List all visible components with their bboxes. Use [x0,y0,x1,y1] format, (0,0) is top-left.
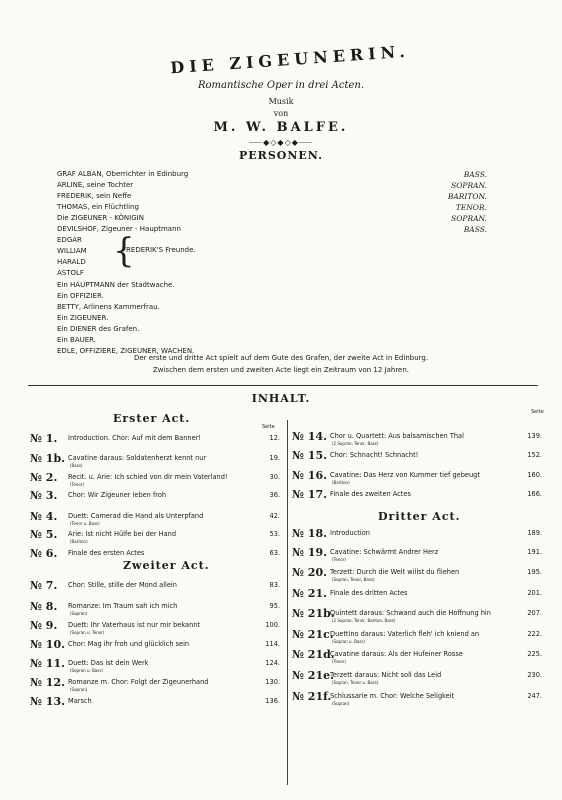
extra-role: Ein BAUER. [57,336,97,344]
entry-voices: (Sopran) [332,701,350,706]
friend-name: WILLIAM [57,247,87,255]
musik-label: Musik [268,97,294,106]
contents-entry [292,488,542,504]
contents-entry [30,579,280,595]
friend-name: HARALD [57,258,86,266]
seite-label: Seite [531,409,544,415]
contents-entry [30,676,280,692]
inhalt-heading: INHALT. [251,392,311,405]
entry-voices: (Bariton) [332,480,350,485]
contents-entry [292,430,542,446]
contents-entry [292,669,542,685]
role-name: DEVILSHOF, Zigeuner - Hauptmann [57,225,181,233]
entry-voices: (Tenor u. Bass) [70,521,100,526]
divider-rule [28,385,538,386]
entry-number: № 4. [30,510,58,523]
entry-voices: (Sopran u. Tenor) [70,630,105,635]
von-label: von [273,109,289,118]
extra-role: Ein ZIGEUNER. [57,314,109,322]
role-name: GRAF ALBAN, Oberrichter in Edinburg [57,170,189,178]
entry-number: № 19. [292,546,327,559]
extra-role: EDLE, OFFIZIERE, ZIGEUNER, WACHEN. [57,347,195,355]
entry-page: 160. [527,471,542,479]
entry-page: 230. [527,671,542,679]
entry-title: Recit. u. Arie: Ich schied von dir mein Vaterland! [68,473,228,481]
entry-title: Duett: Das ist dein Werk [68,659,149,667]
extra-role: Ein OFFIZIER. [57,292,104,300]
contents-entry [30,528,280,544]
role-name: ARLINE, seine Tochter [57,181,134,189]
role-row [57,203,487,211]
entry-title: Schlussarie m. Chor: Welche Seligkeit [330,692,455,700]
entry-page: 63. [269,549,280,557]
entry-number: № 20. [292,566,327,579]
role-name: FREDERIK, sein Neffe [57,192,132,200]
entry-voices: (Sopran) [70,611,88,616]
entry-page: 247. [527,692,542,700]
contents-entry [292,648,542,664]
entry-number: № 12. [30,676,65,689]
entry-voices: (2 Sopran, Tenor, Bariton, Bass) [332,618,396,623]
entry-number: № 11. [30,657,65,670]
entry-title: Introduction [330,529,370,537]
entry-number: № 21e. [292,669,334,682]
contents-entry [30,510,280,526]
entry-page: 152. [527,451,542,459]
entry-voices: (Sopran u. Bass) [70,668,103,673]
entry-number: № 21f. [292,690,332,703]
entry-title: Terzett: Durch die Welt willst du fliehen [330,568,460,576]
contents-entry [30,432,280,448]
seite-label: Seite [262,424,275,430]
entry-number: № 7. [30,579,58,592]
entry-title: Cavatine daraus: Als der Hufeiner Rosse [330,650,463,658]
entry-title: Quintett daraus: Schwand auch die Hoffnung hin [330,609,491,617]
entry-title: Chor: Schnacht! Schnacht! [330,451,419,459]
entry-page: 130. [265,678,280,686]
entry-page: 30. [269,473,280,481]
entry-page: 166. [527,490,542,498]
entry-number: № 1. [30,432,58,445]
entry-number: № 21b. [292,607,335,620]
entry-number: № 9. [30,619,58,632]
entry-title: Marsch [68,697,92,705]
role-name: THOMAS, ein Flüchtling [57,203,139,211]
entry-page: 114. [265,640,280,648]
entry-title: Duett: Ihr Vaterhaus ist nur mir bekannt [68,621,201,629]
entry-page: 42. [269,512,280,520]
entry-page: 100. [265,621,280,629]
role-row [57,181,487,189]
contents-entry [30,489,280,505]
contents-entry [30,657,280,673]
entry-page: 189. [527,529,542,537]
contents-entry [292,607,542,623]
entry-voices: (Sopran, Tenor, Bass) [332,577,375,582]
contents-entry [292,628,542,644]
entry-title: Romanze m. Chor: Folgt der Zigeunerhand [68,678,209,686]
entry-voices: (Sopran u. Bass) [332,639,365,644]
entry-page: 139. [527,432,542,440]
friends-label: FREDERIK'S Freunde. [122,246,196,254]
entry-title: Chor u. Quartett: Aus balsamischen Thal [330,432,464,440]
act-heading: Erster Act. [113,412,191,425]
contents-entry [30,452,280,468]
entry-voices: (Sopran, Tenor u. Bass) [332,680,379,685]
contents-entry [292,690,542,706]
extra-role: Ein HAUPTMANN der Stadtwache. [57,281,175,289]
entry-page: 191. [527,548,542,556]
friend-name: ASTOLF [57,269,84,277]
entry-number: № 3. [30,489,58,502]
contents-entry [292,469,542,485]
entry-page: 225. [527,650,542,658]
entry-page: 195. [527,568,542,576]
setting-note-2: Zwischen dem ersten und zweiten Acte liegt ein Zeitraum von 12 Jahren. [152,366,410,374]
role-voice: SOPRAN. [451,181,487,190]
ornament-divider: ⸺◆◇◆◇◆⸺ [248,138,314,147]
entry-voices: (2 Sopran, Tenor, Bass) [332,441,379,446]
composer-name: M. W. BALFE. [213,120,349,135]
entry-number: № 14. [292,430,327,443]
setting-note-1: Der erste und dritte Act spielt auf dem Gute des Grafen, der zweite Act in Edinburg. [133,354,429,362]
entry-title: Duettino daraus: Vaterlich fleh' ich kniend an [330,630,480,638]
entry-title: Terzett daraus: Nicht soll das Leid [330,671,442,679]
entry-page: 36. [269,491,280,499]
entry-title: Cavatine: Das Herz von Kummer tief gebeugt [330,471,480,479]
entry-title: Cavatine daraus: Soldatenherzt kennt nur [68,454,207,462]
contents-entry [30,600,280,616]
personen-heading: PERSONEN. [239,149,323,162]
entry-title: Finale des dritten Actes [330,589,408,597]
contents-entry [292,587,542,603]
entry-number: № 10. [30,638,65,651]
entry-number: № 21. [292,587,327,600]
entry-number: № 5. [30,528,58,541]
entry-page: 124. [265,659,280,667]
contents-entry [30,638,280,654]
opera-title: DIE ZIGEUNERIN. [169,41,411,78]
entry-title: Chor: Wir Zigeuner leben froh [68,491,167,499]
entry-page: 201. [527,589,542,597]
contents-entry [292,566,542,582]
entry-page: 222. [527,630,542,638]
contents-entry [30,619,280,635]
entry-title: Finale des zweiten Actes [330,490,411,498]
contents-entry [30,471,280,487]
entry-page: 95. [269,602,280,610]
brace-glyph: { [113,231,135,271]
role-name: Die ZIGEUNER - KÖNIGIN [57,214,144,222]
entry-title: Chor: Stille, stille der Mond allein [68,581,177,589]
entry-page: 12. [269,434,280,442]
entry-voices: (Tenor) [332,557,346,562]
entry-number: № 1b. [30,452,65,465]
entry-voices: (Bariton) [70,539,88,544]
entry-title: Arie: Ist nicht Hülfe bei der Hand [68,530,177,538]
entry-title: Introduction. Chor: Auf mit dem Banner! [68,434,201,442]
entry-page: 136. [265,697,280,705]
entry-title: Romanze: Im Traum sah ich mich [68,602,178,610]
act-heading: Zweiter Act. [123,559,210,572]
role-row [57,170,487,178]
entry-title: Chor: Mag ihr froh und glücklich sein [68,640,190,648]
entry-title: Duett: Camerad die Hand als Unterpfand [68,512,204,520]
role-row [57,214,487,222]
role-row [57,192,487,200]
friend-name: EDGAR [57,236,82,244]
entry-title: Cavatine: Schwärmt Andrer Herz [330,548,439,556]
contents-entry [292,449,542,465]
entry-number: № 17. [292,488,327,501]
entry-number: № 21d. [292,648,335,661]
entry-voices: (Sopran) [70,687,88,692]
entry-number: № 13. [30,695,65,708]
entry-voices: (Tenor) [332,659,346,664]
entry-voices: (Tenor) [70,482,84,487]
role-voice: BASS. [463,225,487,234]
contents-entry [292,546,542,562]
entry-number: № 18. [292,527,327,540]
column-divider [287,420,288,785]
entry-page: 207. [527,609,542,617]
act-heading: Dritter Act. [378,510,461,523]
role-voice: TENOR. [455,203,487,212]
entry-voices: (Bass) [70,463,83,468]
entry-number: № 2. [30,471,58,484]
opera-subtitle: Romantische Oper in drei Acten. [197,80,365,91]
extra-role: BETTY, Arlinens Kammerfrau. [57,303,160,311]
contents-entry [292,527,542,543]
entry-number: № 8. [30,600,58,613]
entry-number: № 6. [30,547,58,560]
role-voice: BARITON. [447,192,487,201]
entry-title: Finale des ersten Actes [68,549,145,557]
role-voice: BASS. [463,170,487,179]
extra-role: Ein DIENER des Grafen. [57,325,140,333]
contents-entry [30,695,280,711]
entry-number: № 15. [292,449,327,462]
entry-number: № 16. [292,469,327,482]
entry-page: 19. [269,454,280,462]
entry-page: 53. [269,530,280,538]
entry-number: № 21c. [292,628,334,641]
role-voice: SOPRAN. [451,214,487,223]
entry-page: 83. [269,581,280,589]
